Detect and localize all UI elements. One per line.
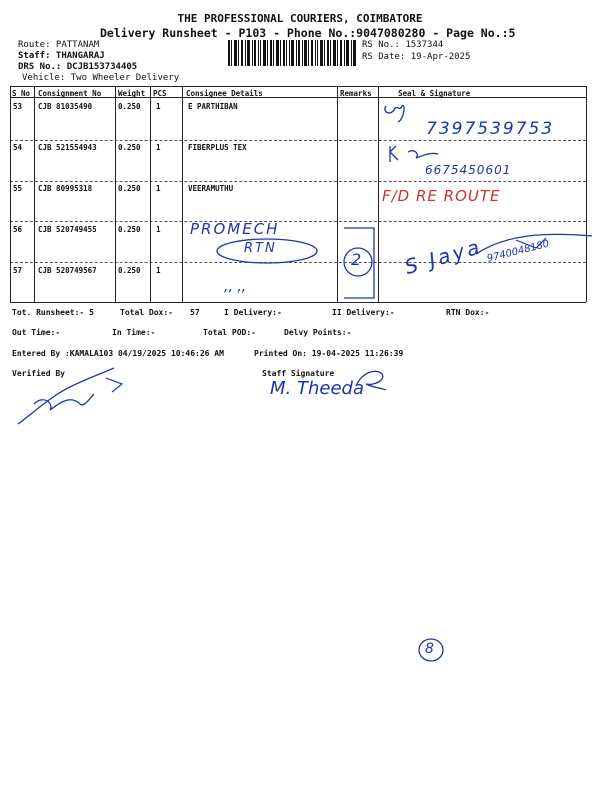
cell-sno: 57 [13, 266, 23, 275]
rtn-dox-label: RTN Dox:- [446, 308, 490, 317]
cell-sno: 53 [13, 102, 23, 111]
barcode-image [228, 40, 356, 66]
col-header-weight: Weight [118, 89, 146, 98]
row55-remark-handwritten: F/D RE ROUTE [382, 187, 501, 205]
col-header-sno: S No [12, 89, 31, 98]
in-time-label: In Time:- [112, 328, 156, 337]
staff-signature-flourish [352, 366, 388, 392]
cell-consignee: VEERAMUTHU [188, 184, 234, 193]
cell-weight: 0.250 [118, 225, 141, 234]
cell-weight: 0.250 [118, 102, 141, 111]
cell-weight: 0.250 [118, 184, 141, 193]
staff-signature-handwritten: M. Theeda [270, 378, 364, 399]
row57-ditto-handwritten: ,, ,, [224, 279, 247, 295]
cell-consignment: CJB 521554943 [38, 143, 97, 152]
rs-date: RS Date: 19-Apr-2025 [362, 52, 471, 62]
cell-consignee: E PARTHIBAN [188, 102, 238, 111]
total-dox-value: 57 [190, 308, 200, 317]
cell-consignment: CJB 81035490 [38, 102, 93, 111]
receiver-signature-phone: 9740048180 [486, 238, 551, 265]
staff-signature-label: Staff Signature [262, 369, 335, 378]
row53-phone-handwritten: 7397539753 [426, 119, 555, 139]
route-label: Route: PATTANAM [18, 40, 100, 50]
total-pod-label: Total POD:- [203, 328, 256, 337]
row-divider [10, 181, 586, 182]
table-bottom-border [10, 302, 586, 303]
ii-delivery-label: II Delivery:- [332, 308, 395, 317]
col-header-remarks: Remarks [340, 89, 372, 98]
vehicle-label: Vehicle: Two Wheeler Delivery [22, 73, 180, 83]
row-divider [10, 140, 586, 141]
row56-promech-handwritten: PROMECH [190, 220, 280, 238]
cell-consignment: CJB 80995318 [38, 184, 93, 193]
col-header-seal-signature: Seal & Signature [398, 89, 471, 98]
cell-sno: 55 [13, 184, 23, 193]
cell-consignee: FIBERPLUS TEX [188, 143, 247, 152]
row54-phone-handwritten: 6675450601 [425, 163, 512, 177]
col-header-consignee: Consignee Details [186, 89, 263, 98]
cell-consignment: CJB 520749567 [38, 266, 97, 275]
row53-initials-signature [380, 98, 430, 126]
out-time-label: Out Time:- [12, 328, 61, 337]
col-divider [10, 86, 11, 302]
page-number-handwritten: 8 [425, 641, 434, 657]
row-divider [10, 221, 586, 222]
runsheet-title: Delivery Runsheet - P103 - Phone No.:9047080280 - Page No.:5 [100, 26, 516, 40]
table-top-border [10, 86, 586, 87]
i-delivery-label: I Delivery:- [224, 308, 282, 317]
circled-count: 2 [351, 250, 362, 269]
company-name: THE PROFESSIONAL COURIERS, COIMBATORE [177, 12, 423, 25]
cell-consignment: CJB 520749455 [38, 225, 97, 234]
row56-rtn-handwritten: RTN [244, 241, 277, 256]
cell-weight: 0.250 [118, 266, 141, 275]
verified-by-label: Verified By [12, 369, 65, 378]
drs-number: DRS No.: DCJB153734405 [18, 62, 138, 72]
cell-sno: 56 [13, 225, 23, 234]
rs-number: RS No.: 1537344 [362, 40, 444, 50]
entered-by: Entered By :KAMALA103 04/19/2025 10:46:26 AM [12, 349, 224, 358]
col-divider [115, 86, 116, 302]
col-header-consignment: Consignment No [38, 89, 102, 98]
col-header-pcs: PCS [153, 89, 167, 98]
verifier-signature [14, 364, 134, 428]
cell-pcs: 1 [156, 143, 161, 152]
staff-label: Staff: THANGARAJ [18, 51, 105, 61]
printed-on: Printed On: 19-04-2025 11:26:39 [254, 349, 404, 358]
col-divider [182, 86, 183, 302]
cell-pcs: 1 [156, 102, 161, 111]
cell-pcs: 1 [156, 225, 161, 234]
col-divider [34, 86, 35, 302]
cell-pcs: 1 [156, 184, 161, 193]
delvy-points-label: Delvy Points:- [284, 328, 352, 337]
cell-pcs: 1 [156, 266, 161, 275]
cell-sno: 54 [13, 143, 23, 152]
total-runsheet: Tot. Runsheet:- 5 [12, 308, 94, 317]
receiver-signature-name: S Jaya [402, 234, 485, 280]
col-divider [150, 86, 151, 302]
cell-weight: 0.250 [118, 143, 141, 152]
total-dox-label: Total Dox:- [120, 308, 173, 317]
